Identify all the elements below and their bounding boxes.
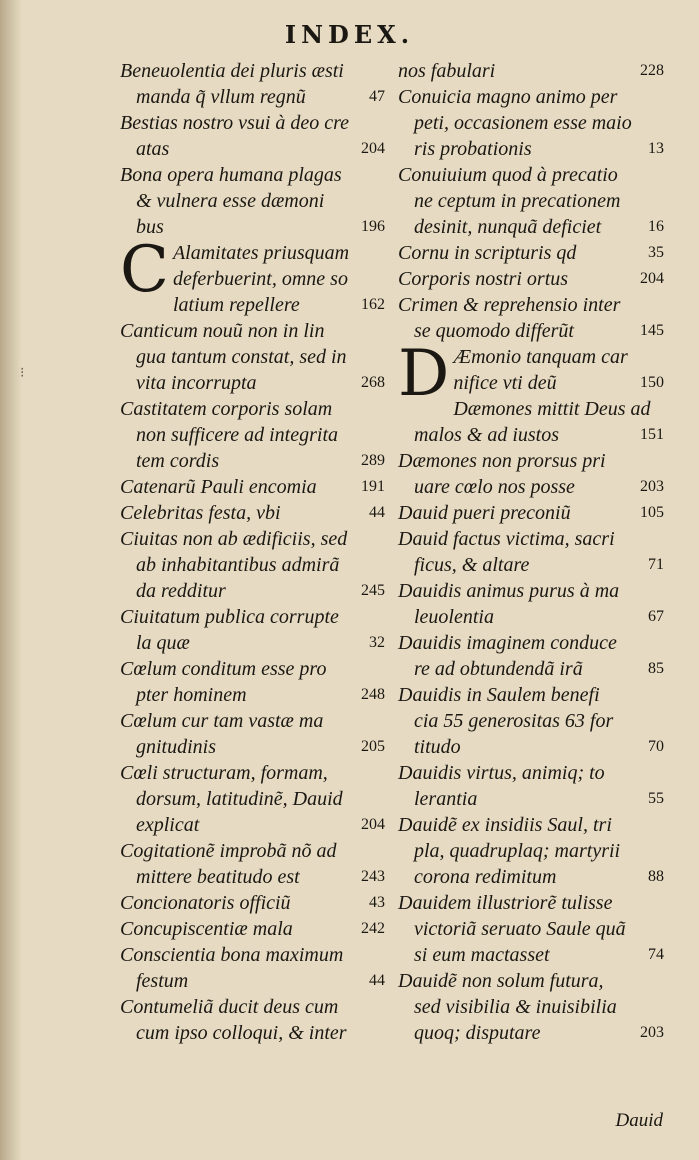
page-header: INDEX. xyxy=(284,20,415,49)
index-entry xyxy=(398,890,664,968)
page-number: 203 xyxy=(640,478,664,495)
entry-line: sed visibilia & inuisibilia xyxy=(414,996,617,1018)
page-number: 13 xyxy=(648,140,664,157)
index-entry xyxy=(398,760,664,812)
index-entry xyxy=(120,396,385,474)
entry-line: ris probationis xyxy=(414,138,532,160)
entry-line: Alamitates priusquam xyxy=(172,242,350,264)
entry-line: corona redimitum xyxy=(414,866,557,888)
page-number: 204 xyxy=(361,140,385,157)
entry-line: Cœlum conditum esse pro xyxy=(120,658,327,680)
drop-initial: C xyxy=(120,233,169,307)
entry-line: Dauidis animus purus à ma xyxy=(398,580,620,602)
entry-line: Dæmones non prorsus pri xyxy=(398,450,606,472)
index-column-left xyxy=(120,58,385,1046)
index-entry xyxy=(120,233,385,318)
index-entry xyxy=(398,84,664,162)
index-entry xyxy=(120,474,385,500)
entry-line: mittere beatitudo est xyxy=(136,866,300,888)
entry-line: titudo xyxy=(414,736,461,758)
entry-line: Conuiuium quod à precatio xyxy=(398,164,618,186)
entry-line: nos fabulari xyxy=(398,60,496,82)
entry-line: Castitatem corporis solam xyxy=(120,398,333,420)
index-entry xyxy=(398,968,664,1046)
entry-line: non sufficere ad integrita xyxy=(136,424,339,446)
page-number: 55 xyxy=(648,790,664,807)
index-entry xyxy=(398,526,664,578)
entry-line: lerantia xyxy=(414,788,478,810)
page-number: 205 xyxy=(361,738,385,755)
entry-line: Canticum nouũ non in lin xyxy=(120,320,325,342)
entry-line: la quæ xyxy=(136,632,190,654)
entry-line: bus xyxy=(136,216,164,238)
index-entry xyxy=(120,656,385,708)
entry-line: Bona opera humana plagas xyxy=(120,164,342,186)
index-entry xyxy=(120,942,385,994)
page-number: 204 xyxy=(640,270,664,287)
entry-line: Celebritas festa, vbi xyxy=(120,502,281,524)
page-number: 43 xyxy=(369,894,385,911)
index-entry xyxy=(398,58,664,84)
entry-line: dorsum, latitudinẽ, Dauid xyxy=(136,788,343,810)
index-entry xyxy=(120,760,385,838)
entry-line: Concupiscentiæ mala xyxy=(120,918,293,940)
entry-line: ne ceptum in precationem xyxy=(414,190,621,212)
index-entry xyxy=(398,448,664,500)
entry-line: Contumeliã ducit deus cum xyxy=(120,996,339,1018)
entry-line: & vulnera esse dæmoni xyxy=(136,190,325,212)
entry-line: se quomodo differũt xyxy=(414,320,574,342)
entry-line: Concionatoris officiũ xyxy=(120,892,291,914)
index-entry xyxy=(120,162,385,240)
index-entry xyxy=(398,396,664,448)
page-number: 85 xyxy=(648,660,664,677)
entry-line: leuolentia xyxy=(414,606,494,628)
entry-line: Conuicia magno animo per xyxy=(398,86,618,108)
entry-line: Beneuolentia dei pluris æsti xyxy=(120,60,344,82)
entry-line: atas xyxy=(136,138,170,160)
entry-line: Cornu in scripturis qd xyxy=(398,242,577,264)
page-gutter-shadow xyxy=(0,0,25,1160)
page-number: 228 xyxy=(640,62,664,79)
entry-line: desinit, nunquã deficiet xyxy=(414,216,602,238)
entry-line: Cogitationẽ improbã nõ ad xyxy=(120,840,337,862)
page-number: 242 xyxy=(361,920,385,937)
index-entry xyxy=(120,890,385,916)
entry-line: Crimen & reprehensio inter xyxy=(398,294,621,316)
entry-line: uare cœlo nos posse xyxy=(414,476,575,498)
margin-mark: ⁝ xyxy=(20,365,25,381)
index-entry xyxy=(120,708,385,760)
entry-line: pla, quadruplaq; martyrii xyxy=(414,840,621,862)
page-number: 245 xyxy=(361,582,385,599)
entry-line: victoriã seruato Saule quã xyxy=(414,918,626,940)
index-entry xyxy=(120,110,385,162)
entry-line: Dauidis virtus, animiq; to xyxy=(398,762,605,784)
index-entry xyxy=(398,812,664,890)
index-entry xyxy=(398,500,664,526)
entry-line: cia 55 generositas 63 for xyxy=(414,710,614,732)
page-number: 289 xyxy=(361,452,385,469)
page-number: 67 xyxy=(648,608,664,625)
page-number: 44 xyxy=(369,972,385,989)
index-entry xyxy=(398,266,664,292)
entry-line: Dauidẽ ex insidiis Saul, tri xyxy=(398,814,612,836)
page-number: 35 xyxy=(648,244,664,261)
entry-line: explicat xyxy=(136,814,200,836)
entry-line: nifice vti deũ xyxy=(453,372,557,394)
page-number: 151 xyxy=(640,426,664,443)
entry-line: ab inhabitantibus admirã xyxy=(136,554,340,576)
entry-line: Ciuitas non ab ædificiis, sed xyxy=(120,528,348,550)
entry-line: latium repellere xyxy=(172,294,300,316)
entry-line: Dauidem illustriorẽ tulisse xyxy=(398,892,613,914)
entry-line: peti, occasionem esse maio xyxy=(414,112,632,134)
index-entry xyxy=(398,162,664,240)
index-entry xyxy=(120,500,385,526)
page-number: 145 xyxy=(640,322,664,339)
entry-line: Dæmones mittit Deus ad xyxy=(453,398,651,420)
entry-line: Bestias nostro vsui à deo cre xyxy=(120,112,350,134)
index-entry xyxy=(398,682,664,760)
index-entry xyxy=(120,526,385,604)
index-entry xyxy=(398,240,664,266)
page-number: 70 xyxy=(648,738,664,755)
entry-line: ficus, & altare xyxy=(414,554,530,576)
index-entry xyxy=(120,58,385,110)
index-entry xyxy=(120,916,385,942)
page-number: 191 xyxy=(361,478,385,495)
entry-line: gnitudinis xyxy=(136,736,217,758)
page-number: 150 xyxy=(640,374,664,391)
entry-line: Dauidis in Saulem benefi xyxy=(398,684,600,706)
index-entry xyxy=(120,838,385,890)
entry-line: gua tantum constat, sed in xyxy=(136,346,347,368)
page-number: 204 xyxy=(361,816,385,833)
page-number: 47 xyxy=(369,88,385,105)
entry-line: Conscientia bona maximum xyxy=(120,944,344,966)
page-number: 32 xyxy=(369,634,385,651)
page-number: 71 xyxy=(648,556,664,573)
page-number: 105 xyxy=(640,504,664,521)
entry-line: festum xyxy=(136,970,189,992)
entry-line: quoq; disputare xyxy=(414,1022,541,1044)
index-column-right xyxy=(398,58,664,1046)
page-number: 16 xyxy=(648,218,664,235)
index-entry xyxy=(120,994,385,1046)
index-entry xyxy=(398,630,664,682)
entry-line: da redditur xyxy=(136,580,226,602)
page-number: 74 xyxy=(648,946,664,963)
entry-line: deferbuerint, omne so xyxy=(172,268,348,290)
entry-line: manda q̃ vllum regnũ xyxy=(136,86,306,108)
page-number: 196 xyxy=(361,218,385,235)
page-number: 203 xyxy=(640,1024,664,1041)
entry-line: malos & ad iustos xyxy=(414,424,560,446)
entry-line: Cœli structuram, formam, xyxy=(120,762,328,784)
entry-line: pter hominem xyxy=(136,684,247,706)
entry-line: Dauidis imaginem conduce xyxy=(398,632,617,654)
entry-line: Catenarũ Pauli encomia xyxy=(120,476,317,498)
entry-line: tem cordis xyxy=(136,450,220,472)
entry-line: vita incorrupta xyxy=(136,372,257,394)
index-entry xyxy=(398,578,664,630)
page-number: 268 xyxy=(361,374,385,391)
entry-line: re ad obtundendã irã xyxy=(414,658,583,680)
index-entry xyxy=(120,604,385,656)
entry-line: cum ipso colloqui, & inter xyxy=(136,1022,347,1044)
catchword: Dauid xyxy=(615,1110,663,1131)
page-number: 162 xyxy=(361,296,385,313)
index-entry xyxy=(120,318,385,396)
page-number: 88 xyxy=(648,868,664,885)
page-number: 248 xyxy=(361,686,385,703)
entry-line: Dauid pueri preconiũ xyxy=(398,502,571,524)
drop-initial: D xyxy=(398,337,450,411)
entry-line: Æmonio tanquam car xyxy=(453,346,628,368)
entry-line: si eum mactasset xyxy=(414,944,550,966)
entry-line: Ciuitatum publica corrupte xyxy=(120,606,339,628)
entry-line: Cœlum cur tam vastæ ma xyxy=(120,710,324,732)
page-number: 243 xyxy=(361,868,385,885)
page-number: 44 xyxy=(369,504,385,521)
entry-line: Dauid factus victima, sacri xyxy=(398,528,615,550)
entry-line: Dauidẽ non solum futura, xyxy=(398,970,604,992)
entry-line: Corporis nostri ortus xyxy=(398,268,569,290)
